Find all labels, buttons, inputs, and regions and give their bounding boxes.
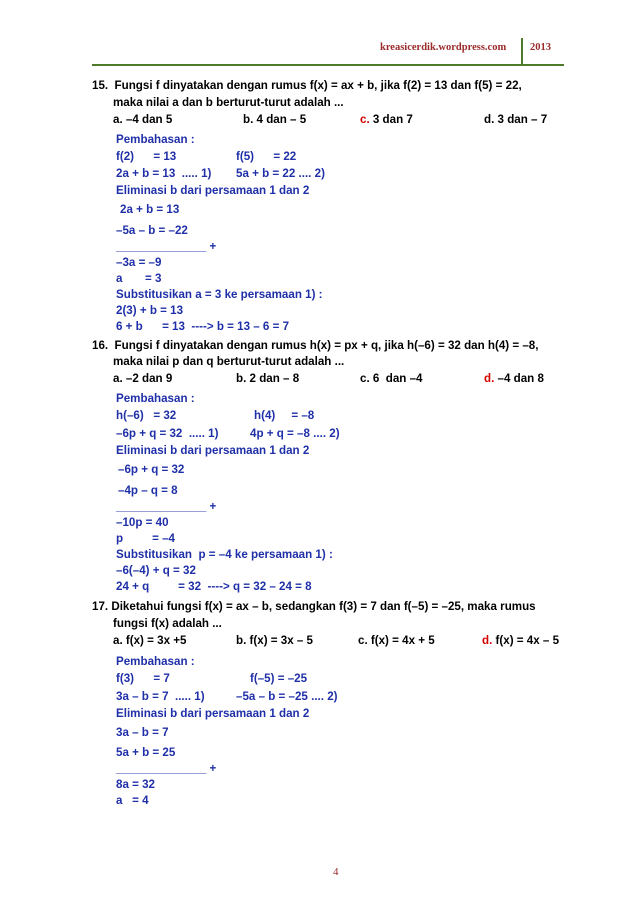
solution-line: a = 4 [116, 794, 149, 807]
page-header [0, 38, 638, 60]
solution-line: 2a + b = 13 ..... 1) [116, 167, 212, 180]
question-stem: 15. Fungsi f dinyatakan dengan rumus f(x) = ax + b, jika f(2) = 13 dan f(5) = 22, [92, 79, 522, 92]
solution-line: Substitusikan p = –4 ke persamaan 1) : [116, 548, 333, 561]
solution-line: 24 + q = 32 ----> q = 32 – 24 = 8 [116, 580, 312, 593]
option-text: f(x) = 4x – 5 [492, 634, 560, 647]
site-name: kreasicerdik.wordpress.com [380, 42, 507, 53]
solution-line: Eliminasi b dari persamaan 1 dan 2 [116, 707, 310, 720]
correct-answer-marker: d. [484, 372, 495, 385]
solution-line: Eliminasi b dari persamaan 1 dan 2 [116, 184, 310, 197]
solution-line: –6p + q = 32 [118, 463, 185, 476]
solution-line: 5a + b = 22 .... 2) [236, 167, 325, 180]
solution-line: –6p + q = 32 ..... 1) [116, 427, 219, 440]
option-c: c. f(x) = 4x + 5 [358, 634, 435, 647]
solution-line: p = –4 [116, 532, 175, 545]
option-a: a. –4 dan 5 [113, 113, 173, 126]
solution-line: h(–6) = 32 [116, 409, 177, 422]
solution-line: 5a + b = 25 [116, 746, 176, 759]
option-d [482, 634, 559, 648]
question-stem: maka nilai a dan b berturut-turut adalah ... [113, 96, 344, 109]
option-b: b. 4 dan – 5 [243, 113, 307, 126]
question-stem: maka nilai p dan q berturut-turut adalah ... [113, 355, 345, 368]
solution-heading: Pembahasan : [116, 655, 195, 668]
solution-line: –5a – b = –22 [116, 224, 188, 237]
solution-line: –5a – b = –25 .... 2) [236, 690, 338, 703]
solution-line: a = 3 [116, 272, 162, 285]
question-stem: 16. Fungsi f dinyatakan dengan rumus h(x) = px + q, jika h(–6) = 32 dan h(4) = –8, [92, 339, 539, 352]
solution-line: ______________ + [116, 762, 217, 775]
option-b: b. 2 dan – 8 [236, 372, 300, 385]
solution-line: f(2) = 13 [116, 150, 177, 163]
solution-line: 2a + b = 13 [120, 203, 180, 216]
solution-line: –3a = –9 [116, 256, 162, 269]
option-c: c. 6 dan –4 [360, 372, 423, 385]
solution-heading: Pembahasan : [116, 392, 195, 405]
solution-line: ______________ + [116, 500, 217, 513]
header-rule [92, 64, 564, 66]
solution-line: 6 + b = 13 ----> b = 13 – 6 = 7 [116, 320, 290, 333]
solution-line: –6(–4) + q = 32 [116, 564, 196, 577]
solution-line: Eliminasi b dari persamaan 1 dan 2 [116, 444, 310, 457]
option-text: –4 dan 8 [494, 372, 544, 385]
solution-line: f(3) = 7 [116, 672, 170, 685]
question-stem: fungsi f(x) adalah ... [113, 617, 222, 630]
solution-line: h(4) = –8 [254, 409, 315, 422]
header-year: 2013 [530, 42, 551, 53]
correct-answer-marker: c. [360, 113, 370, 126]
page-number: 4 [333, 866, 339, 878]
option-c [360, 113, 413, 127]
option-a: a. –2 dan 9 [113, 372, 173, 385]
solution-line: 3a – b = 7 ..... 1) [116, 690, 205, 703]
solution-line: 8a = 32 [116, 778, 156, 791]
solution-line: 4p + q = –8 .... 2) [250, 427, 340, 440]
option-d: d. 3 dan – 7 [484, 113, 548, 126]
question-stem: 17. Diketahui fungsi f(x) = ax – b, sedangkan f(3) = 7 dan f(–5) = –25, maka rumus [92, 600, 536, 613]
solution-line: 2(3) + b = 13 [116, 304, 184, 317]
solution-heading: Pembahasan : [116, 133, 195, 146]
solution-line: Substitusikan a = 3 ke persamaan 1) : [116, 288, 323, 301]
solution-line: 3a – b = 7 [116, 726, 169, 739]
solution-line: f(–5) = –25 [250, 672, 308, 685]
correct-answer-marker: d. [482, 634, 493, 647]
option-d [484, 372, 544, 386]
option-b: b. f(x) = 3x – 5 [236, 634, 314, 647]
solution-line: –4p – q = 8 [118, 484, 178, 497]
option-a: a. f(x) = 3x +5 [113, 634, 187, 647]
solution-line: f(5) = 22 [236, 150, 297, 163]
solution-line: –10p = 40 [116, 516, 169, 529]
header-divider [521, 38, 523, 64]
solution-line: ______________ + [116, 240, 217, 253]
option-text: 3 dan 7 [369, 113, 413, 126]
